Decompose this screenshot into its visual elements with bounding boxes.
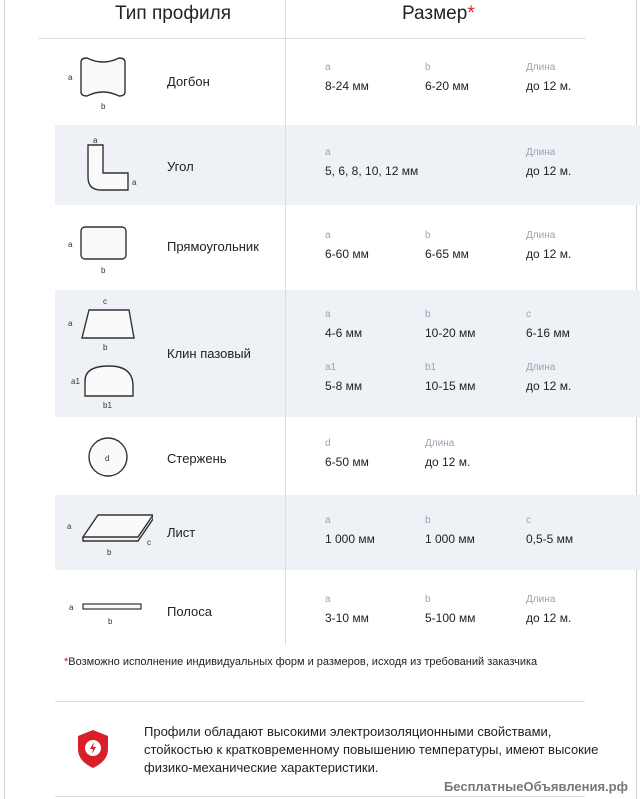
size-value: 5, 6, 8, 10, 12 мм bbox=[325, 164, 419, 178]
size-label: a bbox=[325, 309, 331, 320]
size-label: d bbox=[325, 438, 331, 449]
size-value: 6-20 мм bbox=[425, 79, 469, 93]
size-label: a bbox=[325, 594, 331, 605]
size-label: Длина bbox=[526, 147, 556, 158]
header-divider bbox=[38, 38, 586, 39]
size-label: c bbox=[526, 515, 531, 526]
svg-text:c: c bbox=[103, 297, 107, 306]
size-cell bbox=[526, 594, 571, 625]
size-value: до 12 м. bbox=[526, 611, 572, 625]
size-value: 6-16 мм bbox=[526, 326, 570, 340]
svg-text:b: b bbox=[107, 548, 112, 557]
angle-profile-icon bbox=[63, 135, 143, 195]
size-cell bbox=[425, 515, 475, 546]
size-cell bbox=[325, 594, 369, 625]
size-cell bbox=[425, 362, 476, 393]
svg-text:a: a bbox=[69, 603, 74, 612]
svg-text:b1: b1 bbox=[103, 401, 112, 410]
size-cell bbox=[526, 362, 571, 393]
svg-text:a: a bbox=[68, 73, 73, 82]
svg-text:b: b bbox=[101, 102, 106, 111]
size-label: b bbox=[425, 230, 431, 241]
size-value: 3-10 мм bbox=[325, 611, 369, 625]
svg-text:a: a bbox=[93, 136, 98, 145]
size-label: a bbox=[325, 230, 331, 241]
shield-lightning-icon bbox=[76, 729, 110, 769]
sheet-profile-icon bbox=[63, 507, 153, 562]
svg-text:b: b bbox=[101, 266, 106, 275]
size-value: 10-20 мм bbox=[425, 326, 476, 340]
size-value: 6-60 мм bbox=[325, 247, 369, 261]
size-cell bbox=[325, 62, 369, 93]
svg-text:c: c bbox=[147, 538, 151, 547]
size-cell bbox=[425, 230, 469, 261]
profile-name: Прямоугольник bbox=[167, 239, 259, 254]
bottom-divider bbox=[55, 796, 585, 797]
size-value: 1 000 мм bbox=[425, 532, 475, 546]
header-type: Тип профиля bbox=[115, 3, 231, 24]
rod-profile-icon bbox=[63, 435, 143, 479]
header-size: Размер* bbox=[402, 3, 475, 24]
rectangle-profile-icon bbox=[63, 223, 143, 283]
svg-text:b: b bbox=[108, 617, 113, 626]
profile-name: Угол bbox=[167, 159, 194, 174]
footnote: *Возможно исполнение индивидуальных форм и размеров, исходя из требований заказчика bbox=[64, 656, 538, 668]
column-divider bbox=[285, 0, 286, 645]
size-value: 5-100 мм bbox=[425, 611, 476, 625]
size-cell bbox=[325, 230, 369, 261]
size-value: до 12 м. bbox=[425, 455, 471, 469]
size-cell bbox=[425, 438, 470, 469]
size-cell bbox=[526, 62, 571, 93]
size-cell bbox=[425, 594, 476, 625]
size-label: Длина bbox=[526, 230, 556, 241]
svg-text:a: a bbox=[68, 319, 73, 328]
size-value: до 12 м. bbox=[526, 379, 572, 393]
profile-name: Догбон bbox=[167, 74, 210, 89]
size-label: c bbox=[526, 309, 531, 320]
svg-text:d: d bbox=[105, 454, 110, 463]
svg-text:a: a bbox=[67, 522, 72, 531]
size-cell bbox=[425, 309, 476, 340]
size-label: b1 bbox=[425, 362, 437, 373]
size-label: Длина bbox=[526, 362, 556, 373]
page-border-left bbox=[4, 0, 5, 799]
size-cell bbox=[325, 362, 362, 393]
svg-text:a: a bbox=[68, 240, 73, 249]
size-value: 1 000 мм bbox=[325, 532, 375, 546]
wedge-profile-icon bbox=[63, 296, 143, 414]
feature-text: Профили обладают высокими электроизоляционными свойствами, стойкостью к кратковременному повышению температуры, имеют высокие физико-механические характеристики. bbox=[144, 724, 599, 775]
size-value: 10-15 мм bbox=[425, 379, 476, 393]
svg-text:b: b bbox=[103, 343, 108, 352]
size-label: b bbox=[425, 309, 431, 320]
size-label: a bbox=[325, 62, 331, 73]
size-label: b bbox=[425, 62, 431, 73]
dogbone-profile-icon bbox=[63, 54, 143, 114]
size-label: a bbox=[325, 515, 331, 526]
svg-text:a1: a1 bbox=[71, 377, 80, 386]
size-cell bbox=[526, 515, 573, 546]
profile-name: Клин пазовый bbox=[167, 346, 251, 361]
size-cell bbox=[325, 515, 375, 546]
size-cell bbox=[526, 309, 570, 340]
strip-profile-icon bbox=[63, 598, 153, 628]
footnote-divider bbox=[55, 701, 585, 702]
size-label: b bbox=[425, 515, 431, 526]
watermark: БесплатныеОбъявления.рф bbox=[443, 779, 628, 794]
size-label: Длина bbox=[526, 62, 556, 73]
size-cell bbox=[425, 62, 469, 93]
size-label: b bbox=[425, 594, 431, 605]
profile-name: Лист bbox=[167, 525, 196, 540]
size-cell bbox=[325, 438, 369, 469]
size-value: 6-50 мм bbox=[325, 455, 369, 469]
size-value: 6-65 мм bbox=[425, 247, 469, 261]
svg-text:a: a bbox=[132, 178, 137, 187]
size-cell bbox=[526, 147, 571, 178]
size-label: Длина bbox=[425, 438, 455, 449]
size-label: a bbox=[325, 147, 331, 158]
size-value: до 12 м. bbox=[526, 164, 572, 178]
size-cell bbox=[325, 147, 418, 178]
profile-name: Полоса bbox=[167, 604, 212, 619]
size-value: 5-8 мм bbox=[325, 379, 363, 393]
size-value: до 12 м. bbox=[526, 79, 572, 93]
size-value: 4-6 мм bbox=[325, 326, 363, 340]
profile-name: Стержень bbox=[167, 451, 227, 466]
size-value: до 12 м. bbox=[526, 247, 572, 261]
size-label: a1 bbox=[325, 362, 337, 373]
size-cell bbox=[526, 230, 571, 261]
size-label: Длина bbox=[526, 594, 556, 605]
size-value: 8-24 мм bbox=[325, 79, 369, 93]
size-value: 0,5-5 мм bbox=[526, 532, 574, 546]
size-cell bbox=[325, 309, 362, 340]
